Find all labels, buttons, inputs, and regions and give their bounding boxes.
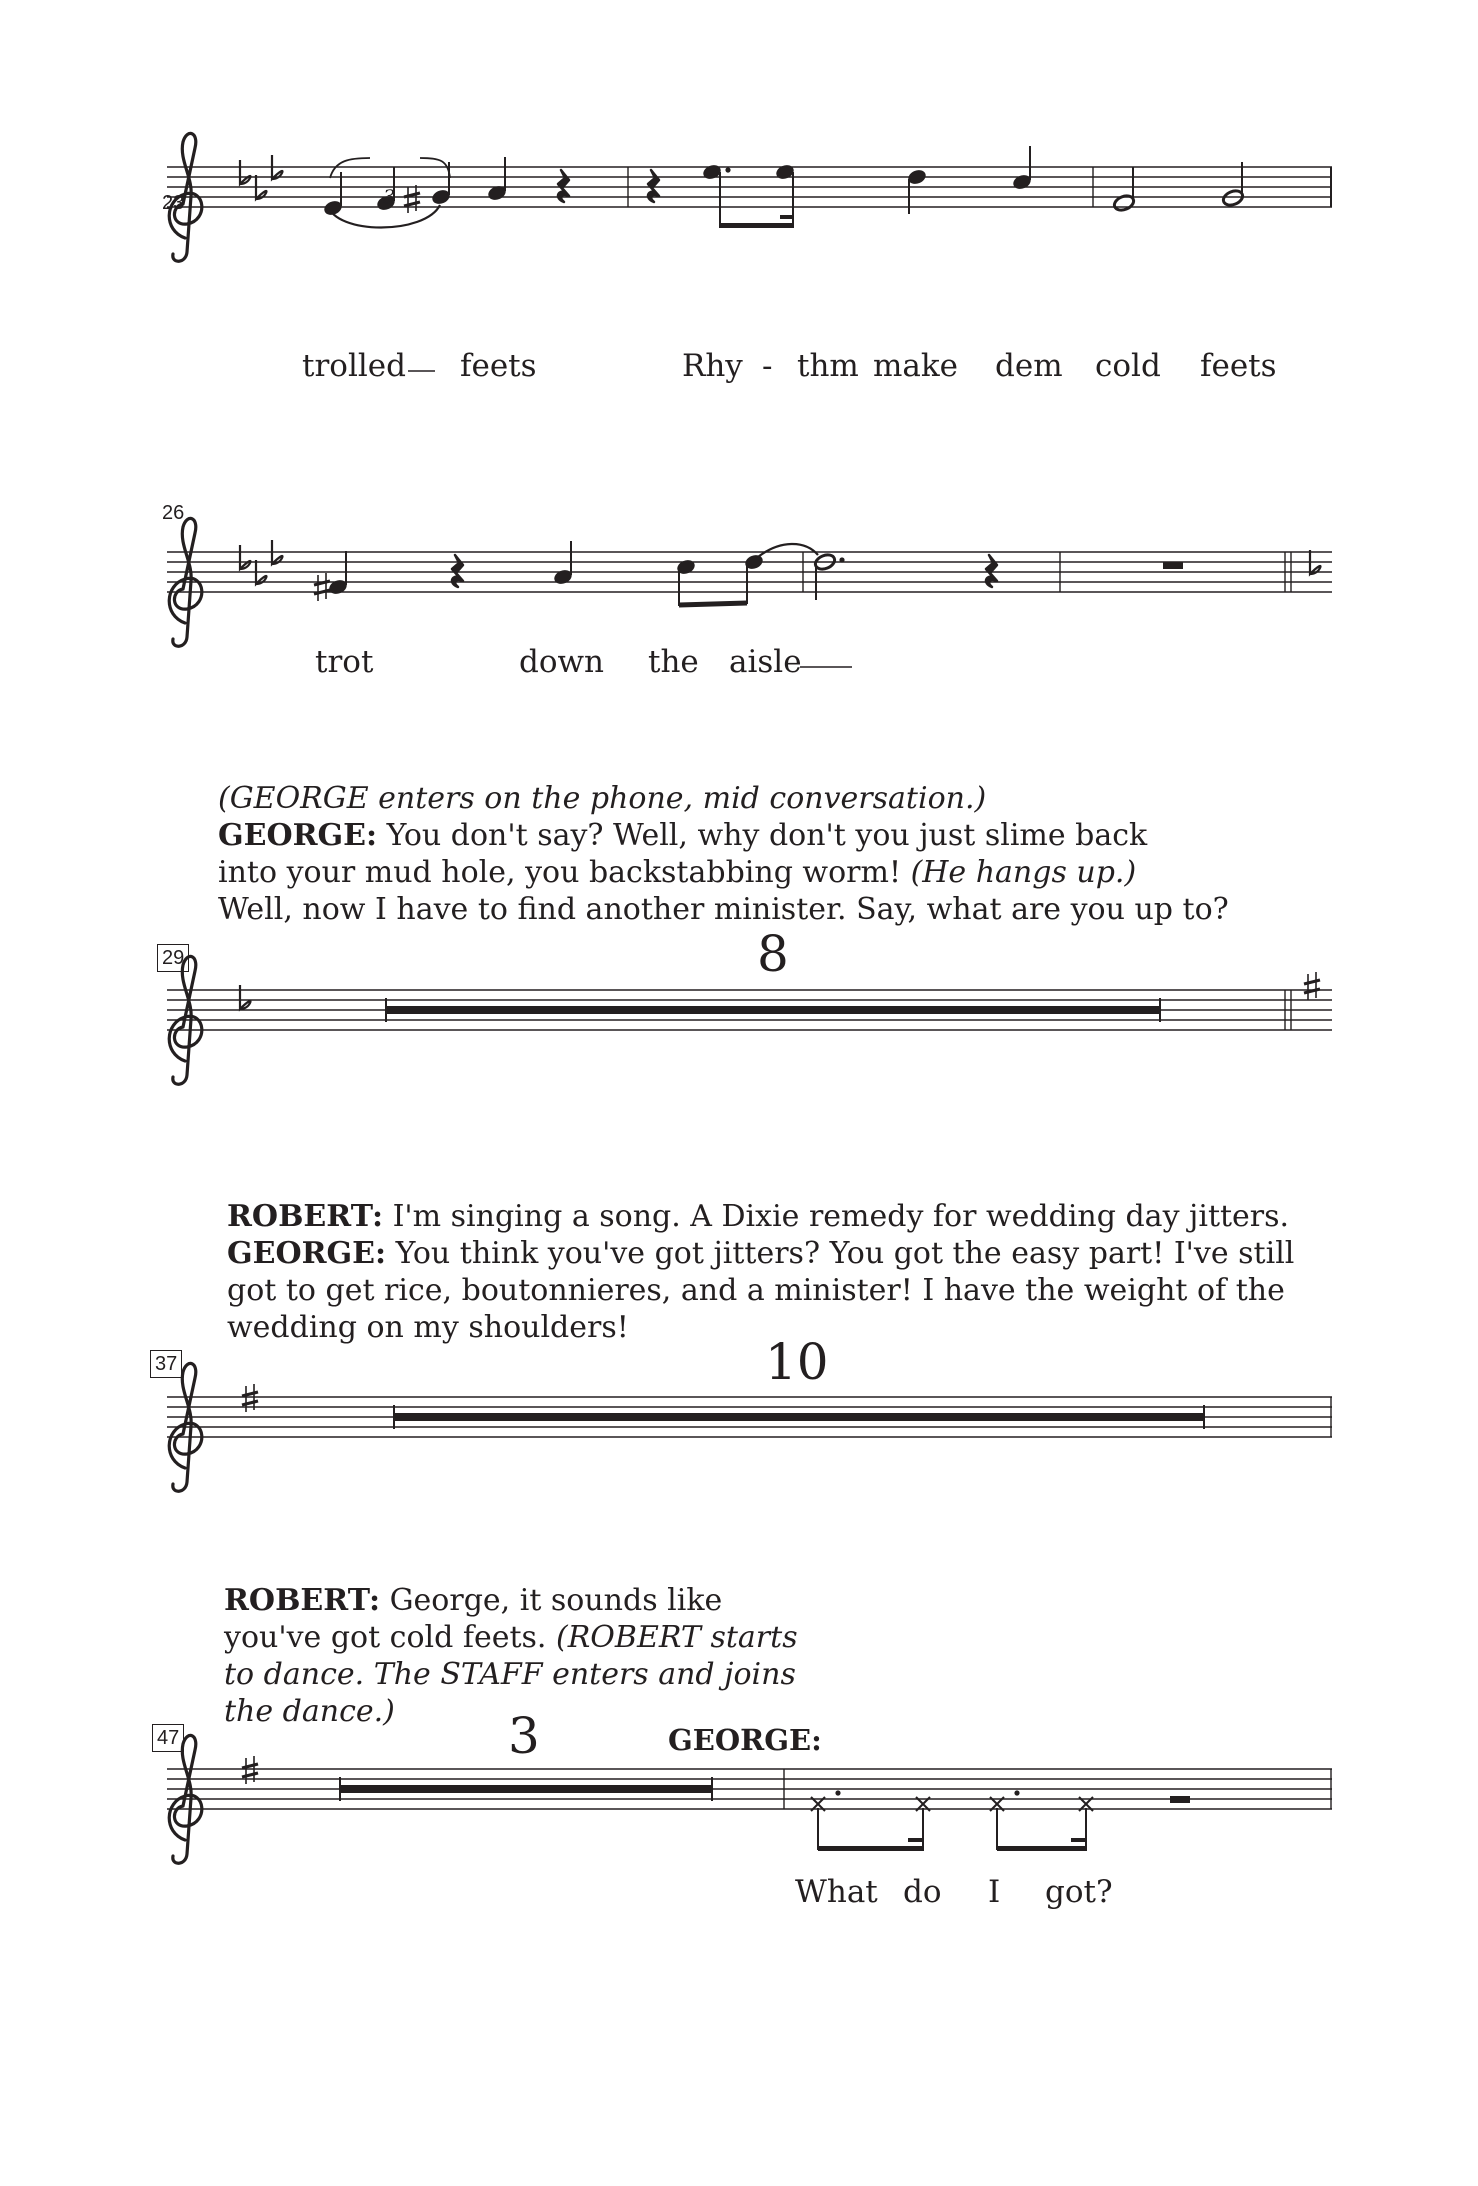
lyric-trot: trot xyxy=(315,644,374,680)
lyric-got: got? xyxy=(1045,1874,1113,1910)
speaker-robert: ROBERT: xyxy=(224,1583,381,1618)
staff-system-1 xyxy=(167,133,1332,371)
lyric-do: do xyxy=(903,1874,942,1910)
lyric-make: make xyxy=(873,348,959,384)
multirest-count-8: 8 xyxy=(757,925,789,983)
tuplet-number: 3 xyxy=(383,186,396,208)
speaker-robert: ROBERT: xyxy=(227,1199,384,1234)
stage-direction-hangs-up: (He hangs up.) xyxy=(910,855,1137,890)
stage-direction-line: the dance.) xyxy=(224,1694,395,1729)
measure-number-23: 23 xyxy=(162,192,185,214)
lyric-i: I xyxy=(988,1874,1001,1910)
rehearsal-measure-37: 37 xyxy=(150,1350,182,1378)
lyric-trolled: trolled xyxy=(302,348,406,384)
staff-system-3 xyxy=(167,956,1332,1084)
dialogue-line: got to get rice, boutonnieres, and a minister! I have the weight of the xyxy=(227,1273,1285,1308)
lyric-aisle: aisle xyxy=(729,644,802,680)
lyric-down: down xyxy=(519,644,605,680)
lyric-feets-2: feets xyxy=(1200,348,1277,384)
multirest-count-3: 3 xyxy=(508,1707,540,1765)
dialogue-text: I'm singing a song. A Dixie remedy for wedding day jitters. xyxy=(383,1199,1290,1234)
speaker-george: GEORGE: xyxy=(227,1236,387,1271)
dialogue-line xyxy=(218,817,1147,854)
speaker-george: GEORGE: xyxy=(218,818,378,853)
dialogue-text: You don't say? Well, why don't you just slime back xyxy=(377,818,1148,853)
stage-direction-line: to dance. The STAFF enters and joins xyxy=(224,1657,796,1692)
lyric-feets: feets xyxy=(460,348,537,384)
dialogue-text: You think you've got jitters? You got the easy part! I've still xyxy=(386,1236,1295,1271)
rehearsal-measure-29: 29 xyxy=(157,944,189,972)
dialogue-line xyxy=(218,854,1136,891)
dialogue-line xyxy=(224,1619,798,1656)
dialogue-text: you've got cold feets. xyxy=(224,1620,557,1655)
rehearsal-measure-47: 47 xyxy=(152,1724,184,1752)
lyric-thm: thm xyxy=(797,348,859,384)
dialogue-line: Well, now I have to find another minister. Say, what are you up to? xyxy=(218,892,1229,927)
lyric-rhy: Rhy xyxy=(682,348,743,384)
multirest-count-10: 10 xyxy=(765,1333,829,1391)
dialogue-text: George, it sounds like xyxy=(380,1583,723,1618)
measure-number-26: 26 xyxy=(162,502,185,524)
stage-direction-robert-dances: (ROBERT starts xyxy=(556,1620,798,1655)
cue-speaker-george: GEORGE: xyxy=(668,1723,822,1757)
lyric-hyphen: - xyxy=(762,348,773,384)
lyric-cold: cold xyxy=(1095,348,1161,384)
staff-system-4 xyxy=(167,1363,1332,1491)
lyric-what: What xyxy=(795,1874,878,1910)
dialogue-line: wedding on my shoulders! xyxy=(227,1310,629,1345)
lyric-the: the xyxy=(648,644,699,680)
dialogue-text: into your mud hole, you backstabbing worm! xyxy=(218,855,911,890)
dialogue-line xyxy=(227,1198,1289,1235)
dialogue-line xyxy=(227,1235,1294,1272)
stage-direction-george-enters: (GEORGE enters on the phone, mid conversation.) xyxy=(218,781,987,816)
lyric-dem: dem xyxy=(995,348,1063,384)
dialogue-line xyxy=(224,1582,722,1619)
